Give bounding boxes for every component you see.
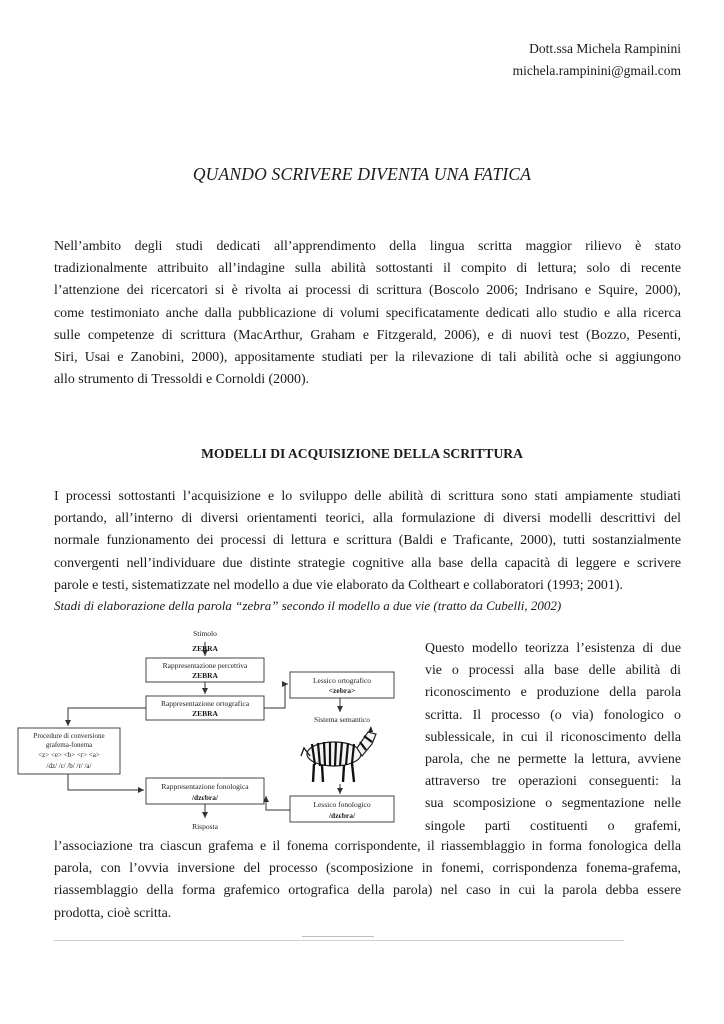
- intro-line: Nell’ambito degli studi dedicati all’apprendimento della lingua scritta maggior rilievo è stato: [54, 239, 681, 254]
- risposta-label: Risposta: [192, 822, 218, 831]
- right-line: sua scomposizione o segmentazione nelle: [425, 796, 681, 812]
- conversion-label-2: grafema-fonema: [45, 741, 93, 749]
- intro-line: l’attenzione dei ricercatori si è rivolta ai processi di scrittura (Boscolo 2006; Indrisano e Squire, 2000),: [54, 283, 681, 299]
- intro-paragraph: [54, 236, 681, 391]
- orthographic-word: ZEBRA: [192, 709, 218, 718]
- semantic-system-label: Sistema semantico: [313, 715, 371, 724]
- section-line: parole e testi, sistematizzate nel modello a due vie elaborato da Coltheart e collaboratori (1993; 2001).: [54, 577, 623, 593]
- tail-line: riassemblaggio della forma grafemico ortografica della parola) nel caso in cui la parola debba essere: [54, 883, 681, 899]
- right-line: scritta. Il processo (o via) fonologico o: [425, 707, 681, 723]
- perceptual-label: Rappresentazione percettiva: [162, 661, 248, 670]
- intro-line: Siri, Usai e Zanobini, 2000), appositamente studiati per la rilevazione di tali abilità oche si aggiungono: [54, 350, 681, 366]
- intro-line: allo strumento di Tressoldi e Cornoldi (2000).: [54, 372, 310, 388]
- author-block: [513, 38, 681, 82]
- right-column-text: [425, 638, 681, 838]
- tail-paragraph: [54, 836, 681, 925]
- right-line: vie o processi alla base delle abilità di: [425, 663, 681, 679]
- phon-lexicon-word: /dzɛbra/: [328, 811, 356, 820]
- right-line: Questo modello teorizza l’esistenza di due: [425, 641, 681, 656]
- graphemes-row: <z> <e> <b> <r> <a>: [38, 751, 100, 759]
- right-line: parola, che ne permette la lettura, avviene: [425, 752, 681, 768]
- tail-line: prodotta, cioè scritta.: [54, 905, 172, 921]
- author-email: michela.rampinini@gmail.com: [512, 63, 681, 78]
- stimolo-word: ZEBRA: [192, 644, 218, 653]
- section-line: normale funzionamento dei processi di lettura e scrittura (Baldi e Traficante, 2000), tutti sostanzialmente: [54, 533, 681, 549]
- section-paragraph: [54, 486, 681, 597]
- two-route-model-diagram: [0, 624, 412, 836]
- right-line: attraverso tre operazioni conseguenti: la: [425, 774, 681, 790]
- section-line: convergenti nell’individuare due distinte strategie cognitive alla base della capacità di leggere e scrivere: [54, 555, 681, 571]
- orthographic-label: Rappresentazione ortografica: [160, 699, 250, 708]
- intro-line: sulle competenze di scrittura (MacArthur, Graham e Fitzgerald, 2006), e di nuovi test (Bozzo, Pesenti,: [54, 327, 681, 343]
- phonological-word: /dzɛbra/: [191, 793, 219, 802]
- zebra-image: [292, 726, 388, 784]
- intro-line: tradizionalmente attribuito all’indagine sulla abilità sottostanti il compito di lettura; solo di recente: [54, 261, 681, 277]
- tail-line: l’associazione tra ciascun grafema e il fonema corrispondente, il riassemblaggio in forma fonologica della: [54, 839, 681, 854]
- conversion-label-1: Procedure di conversione: [33, 732, 105, 740]
- orth-lexicon-label: Lessico ortografico: [312, 676, 372, 685]
- section-line: I processi sottostanti l’acquisizione e lo sviluppo delle abilità di scrittura sono stati ampiamente studiati: [54, 489, 681, 504]
- right-line: sublessicale, in cui il riconoscimento della: [425, 729, 681, 745]
- section-line: portando, all’interno di diversi orientamenti teorici, alla formulazione di diversi modelli descrittivi del: [54, 511, 681, 527]
- phonological-label: Rappresentazione fonologica: [161, 782, 249, 791]
- orth-lexicon-word: <zebra>: [328, 686, 356, 695]
- perceptual-word: ZEBRA: [192, 671, 218, 680]
- stimolo-label: Stimolo: [193, 629, 217, 638]
- footer-mark: [302, 936, 374, 937]
- document-title: QUANDO SCRIVERE DIVENTA UNA FATICA: [192, 164, 532, 184]
- section-title: MODELLI DI ACQUISIZIONE DELLA SCRITTURA: [201, 446, 523, 461]
- phonemes-row: /dz/ /ɛ/ /b/ /r/ /a/: [46, 762, 92, 770]
- right-line: singole parti costituenti o grafemi,: [425, 818, 681, 834]
- author-name: Dott.ssa Michela Rampinini: [529, 41, 681, 56]
- right-line: riconoscimento e produzione della parola: [425, 685, 681, 701]
- phon-lexicon-label: Lessico fonologico: [313, 800, 371, 809]
- footer-divider: [54, 940, 624, 941]
- intro-line: come testimoniato anche dalla pubblicazione di volumi specificatamente dedicati allo studio e alla ricerca: [54, 305, 681, 321]
- tail-line: parola, con l’ovvia inversione del processo (scomposizione in fonemi, corrispondenza fonema-grafema,: [54, 861, 681, 877]
- figure-caption: Stadi di elaborazione della parola “zebra” secondo il modello a due vie (tratto da Cubelli, 2002): [54, 598, 562, 613]
